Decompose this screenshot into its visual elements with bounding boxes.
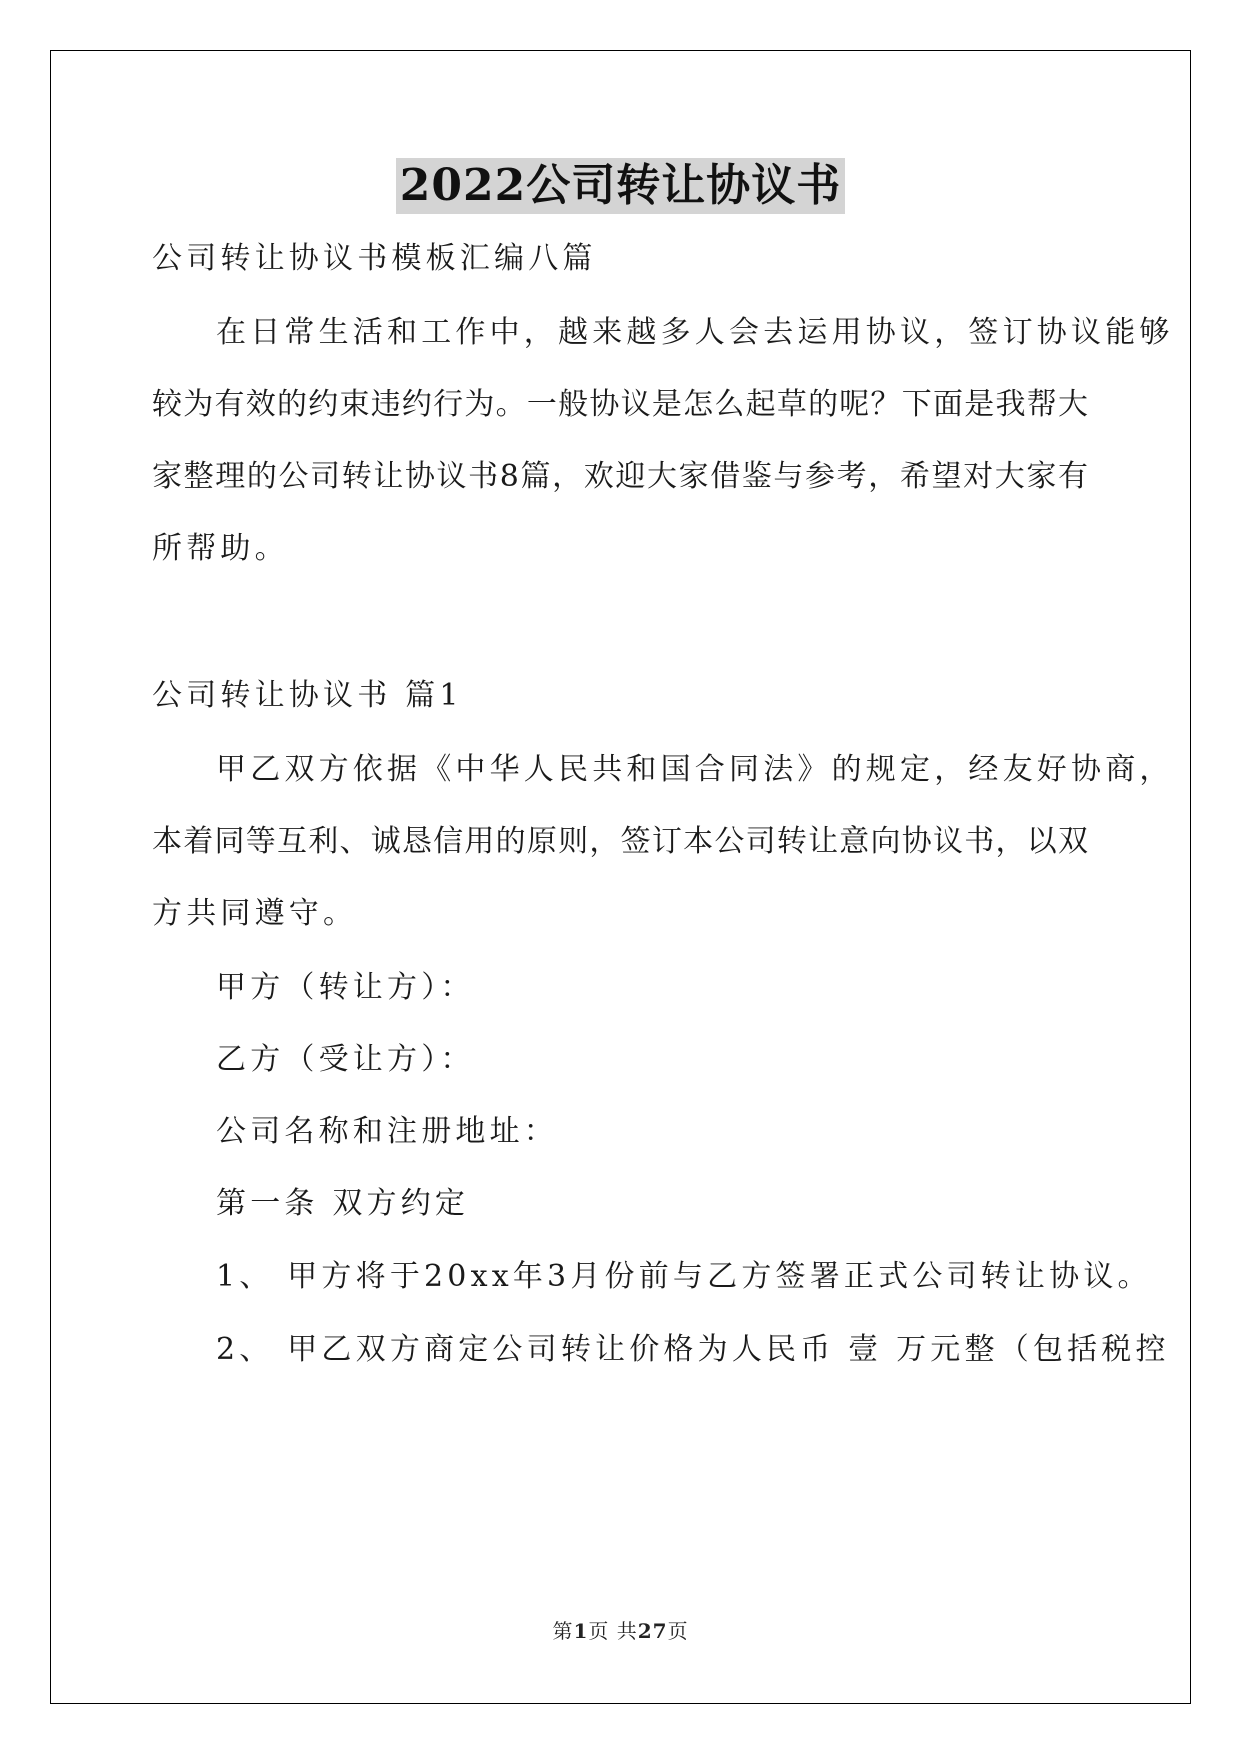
intro-line-4: 所帮助。 (152, 531, 289, 566)
title-container (0, 158, 1241, 214)
section-line-3: 方共同遵守。 (152, 896, 358, 931)
company-info-label: 公司名称和注册地址： (216, 1114, 558, 1149)
document-subtitle: 公司转让协议书模板汇编八篇 (152, 241, 597, 276)
footer-page-number: 1 (573, 1619, 589, 1643)
footer-suffix: 页 (667, 1619, 689, 1643)
section-line-2: 本着同等互利、诚恳信用的原则，签订本公司转让意向协议书，以双 (152, 824, 1088, 859)
intro-line-3: 家整理的公司转让协议书8篇，欢迎大家借鉴与参考，希望对大家有 (152, 459, 1088, 494)
page-border (50, 50, 1191, 1704)
section-line-1: 甲乙双方依据《中华人民共和国合同法》的规定，经友好协商， (216, 752, 1174, 787)
footer-total-pages: 27 (637, 1619, 668, 1643)
clause-item-1: 1、 甲方将于20xx年3月份前与乙方签署正式公司转让协议。 (216, 1259, 1152, 1294)
party-b-label: 乙方（受让方）： (216, 1042, 475, 1077)
intro-line-2: 较为有效的约束违约行为。一般协议是怎么起草的呢？下面是我帮大 (152, 387, 1088, 422)
clause-item-2: 2、 甲乙双方商定公司转让价格为人民币 壹 万元整（包括税控 (216, 1332, 1170, 1367)
document-title: 2022公司转让协议书 (396, 158, 845, 214)
footer-mid: 页 共 (588, 1619, 638, 1643)
party-a-label: 甲方（转让方）： (216, 970, 475, 1005)
article-1-heading: 第一条 双方约定 (216, 1186, 470, 1221)
footer-prefix: 第 (552, 1619, 574, 1643)
intro-line-1: 在日常生活和工作中，越来越多人会去运用协议，签订协议能够 (216, 315, 1174, 350)
page-footer (0, 1618, 1241, 1644)
section-heading: 公司转让协议书 篇1 (152, 678, 463, 713)
